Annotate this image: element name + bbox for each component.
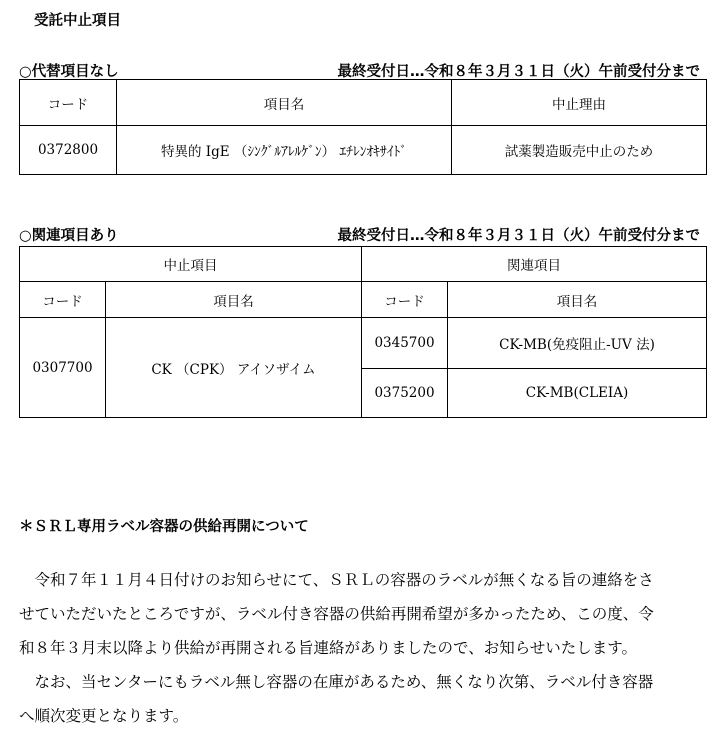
- row-code: 0372800: [20, 126, 117, 175]
- section2-table: [19, 246, 707, 418]
- section1-heading: ○代替項目なし: [19, 64, 119, 80]
- header-item-name: 項目名: [448, 282, 707, 318]
- discontinued-code: 0307700: [20, 318, 106, 418]
- page-title: 受託中止項目: [34, 13, 121, 29]
- related-item-name: CK-MB(免疫阻止-UV 法): [448, 318, 707, 369]
- related-item-name: CK-MB(CLEIA): [448, 369, 707, 418]
- paragraph-line: へ順次変更となります。: [19, 707, 189, 725]
- section1-table: [19, 79, 707, 175]
- section1-deadline: 最終受付日…令和８年３月３１日（火）午前受付分まで: [337, 64, 700, 80]
- notice-title: ＊ＳＲＬ専用ラベル容器の供給再開について: [19, 519, 309, 535]
- header-discontinued-items: 中止項目: [20, 247, 362, 282]
- row-reason: 試薬製造販売中止のため: [452, 126, 707, 175]
- paragraph-line: なお、当センターにもラベル無し容器の在庫があるため、無くなり次第、ラベル付き容器: [19, 673, 654, 691]
- header-code: コード: [20, 80, 117, 126]
- header-code: コード: [362, 282, 448, 318]
- group-header-row: [20, 247, 707, 282]
- table-row: [20, 318, 707, 369]
- notice-paragraph-2: [19, 665, 709, 733]
- header-related-items: 関連項目: [362, 247, 707, 282]
- related-code: 0345700: [362, 318, 448, 369]
- header-item-name: 項目名: [106, 282, 362, 318]
- header-item-name: 項目名: [117, 80, 452, 126]
- row-item-name: 特異的 IgE （ｼﾝｸﾞﾙｱﾚﾙｹﾞﾝ） ｴﾁﾚﾝｵｷｻｲﾄﾞ: [117, 126, 452, 175]
- discontinued-item-name: CK （CPK） アイソザイム: [106, 318, 362, 418]
- paragraph-line: 令和７年１１月４日付けのお知らせにて、ＳＲＬの容器のラベルが無くなる旨の連絡をさ: [19, 571, 654, 589]
- related-code: 0375200: [362, 369, 448, 418]
- table-header-row: [20, 80, 707, 126]
- section2-deadline: 最終受付日…令和８年３月３１日（火）午前受付分まで: [337, 228, 700, 244]
- paragraph-line: せていただいたところですが、ラベル付き容器の供給再開希望が多かったため、この度、令: [19, 605, 654, 623]
- paragraph-line: 和８年３月末以降より供給が再開される旨連絡がありましたので、お知らせいたします。: [19, 639, 637, 657]
- sub-header-row: [20, 282, 707, 318]
- table-row: [20, 126, 707, 175]
- notice-paragraph-1: [19, 563, 709, 665]
- header-code: コード: [20, 282, 106, 318]
- header-reason: 中止理由: [452, 80, 707, 126]
- section2-heading: ○関連項目あり: [19, 228, 119, 244]
